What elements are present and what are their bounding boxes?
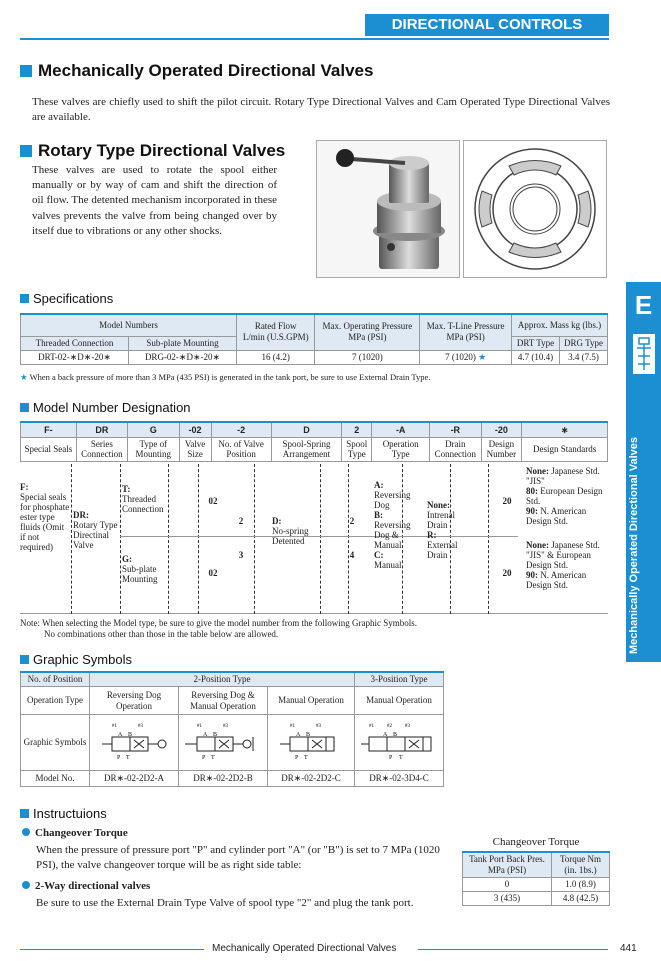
th-torque: Torque Nm (in. 1bs.) — [552, 852, 610, 878]
svg-text:#3: #3 — [405, 724, 410, 729]
desc-series: DR: Rotary Type Directinal Valve — [73, 510, 118, 550]
svg-text:B: B — [213, 732, 218, 738]
svg-text:T: T — [399, 755, 403, 761]
th-max-tline: Max. T-Line Pressure MPa (PSI) — [420, 314, 512, 350]
symbol-c — [268, 715, 355, 771]
lbl-mounting: Type of Mounting — [128, 437, 179, 461]
cell-threaded: DRT-02-∗D∗-20∗ — [21, 350, 129, 364]
pos-2: 2 — [238, 516, 244, 526]
page-number: 441 — [620, 943, 637, 954]
cell-max-op: 7 (1020) — [315, 350, 420, 364]
side-tab-label: Mechanically Operated Directional Valves — [628, 436, 640, 654]
lbl-drain: Drain Connection — [430, 437, 481, 461]
code-g: G — [128, 422, 179, 437]
cell-drg: 3.4 (7.5) — [560, 350, 608, 364]
svg-text:P: P — [389, 755, 393, 761]
th-drg: DRG Type — [560, 336, 608, 350]
symbol-d — [355, 715, 444, 771]
code-spool: 2 — [342, 422, 372, 437]
svg-text:#3: #3 — [138, 724, 143, 729]
desc-subplate: G: Sub-plate Mounting — [122, 554, 158, 584]
footer-rule-right — [418, 949, 608, 950]
svg-text:B: B — [393, 732, 398, 738]
cell-flow: 16 (4.2) — [237, 350, 315, 364]
cell-pres-1: 3 (435) — [463, 892, 552, 906]
lbl-spool-spring: Spool-Spring Arrangement — [271, 437, 342, 461]
specs-heading: Specifications — [20, 291, 113, 306]
design-threaded: 20 — [502, 496, 512, 506]
svg-text:P: P — [117, 755, 121, 761]
symbol-a — [90, 715, 179, 771]
code-std: ∗ — [522, 422, 608, 437]
desc-operation: A: Reversing Dog B: Reversing Dog & Manual C: Manual — [374, 480, 411, 570]
desc-spool-spring: D: No-spring Detented — [272, 516, 309, 546]
svg-text:A: A — [383, 732, 388, 738]
svg-text:#1: #1 — [197, 724, 202, 729]
th-mass: Approx. Mass kg (lbs.) — [512, 314, 608, 336]
torque-text: When the pressure of pressure port "P" and cylinder port "A" (or "B") is set to 7 MPa (1020 PSI), the valve changeover torque will be as right side table: — [36, 844, 440, 871]
rotary-paragraph: These valves are used to rotate the spool either manually or by way of cam and shift the direction of oil flow. The detented mechanism incorporated in these valves prevents the valve from being changed over by itself due to vibrations or any other shocks. — [32, 164, 277, 237]
th-max-operating: Max. Operating Pressure MPa (PSI) — [315, 314, 420, 350]
intro-paragraph: These valves are chiefly used to shift the pilot circuit. Rotary Type Directional Valves and Cam Operated Type Directional Valves are available. — [32, 96, 610, 123]
lbl-spool-type: Spool Type — [342, 437, 372, 461]
op-manual-3pos: Manual Operation — [355, 687, 444, 715]
svg-text:#2: #2 — [387, 724, 392, 729]
cell-torque-1: 4.8 (42.5) — [552, 892, 610, 906]
bullet-icon — [22, 881, 30, 889]
banner-rule — [20, 38, 609, 40]
cell-max-tline: 7 (1020) ★ — [420, 350, 512, 364]
svg-text:B: B — [306, 732, 311, 738]
torque-table-title: Changeover Torque — [492, 836, 580, 848]
svg-text:#1: #1 — [290, 724, 295, 729]
designation-body — [20, 464, 608, 614]
lbl-design-std: Design Standards — [522, 437, 608, 461]
lbl-model-no: Model No. — [21, 771, 90, 787]
lbl-series: Series Connection — [76, 437, 127, 461]
th-back-pres: Tank Port Back Pres. MPa (PSI) — [463, 852, 552, 878]
heading-marker — [20, 403, 29, 412]
svg-text:T: T — [304, 755, 308, 761]
svg-text:T: T — [126, 755, 130, 761]
lbl-operation: Operation Type — [372, 437, 430, 461]
op-reversing-dog-manual: Reversing Dog & Manual Operation — [179, 687, 268, 715]
svg-text:A: A — [118, 732, 123, 738]
size-subplate: 02 — [208, 568, 218, 578]
th-three-position: 3-Position Type — [355, 672, 444, 687]
cell-pres-0: 0 — [463, 878, 552, 892]
graphic-heading: Graphic Symbols — [20, 652, 132, 667]
heading-marker — [20, 655, 29, 664]
design-subplate: 20 — [502, 568, 512, 578]
op-manual-2pos: Manual Operation — [268, 687, 355, 715]
desc-drain: None: Intrenal Drain R: External Drain — [427, 500, 458, 560]
code-02: -02 — [179, 422, 211, 437]
footer-title: Mechanically Operated Directional Valves — [212, 943, 397, 954]
cell-subplate: DRG-02-∗D∗-20∗ — [129, 350, 237, 364]
designation-table — [20, 421, 608, 462]
heading-marker — [20, 809, 29, 818]
spool-2: 2 — [349, 516, 355, 526]
lbl-design-no: Design Number — [481, 437, 522, 461]
code-dr: DR — [76, 422, 127, 437]
pos-3: 3 — [238, 550, 244, 560]
size-threaded: 02 — [208, 496, 218, 506]
svg-text:#1: #1 — [112, 724, 117, 729]
designation-note: Note: When selecting the Model type, be sure to give the model number from the following Graphic Symbols. No combinations other than those in the table below are allowed. — [20, 618, 417, 639]
rotary-heading: Rotary Type Directional Valves — [20, 141, 285, 161]
footer-rule-left — [20, 949, 204, 950]
code-20: -20 — [481, 422, 522, 437]
model-c: DR∗-02-2D2-C — [268, 771, 355, 787]
desc-std-subplate: None: Japanese Std. "JIS" & European Design Std. 90: N. American Design Std. — [526, 540, 600, 590]
side-tab[interactable] — [626, 282, 661, 662]
svg-text:A: A — [296, 732, 301, 738]
th-two-position: 2-Position Type — [90, 672, 355, 687]
desc-std-threaded: None: Japanese Std. "JIS" 80: European Design Std. 90: N. American Design Std. — [526, 466, 603, 526]
spool-4: 4 — [349, 550, 355, 560]
desc-threaded: T: Threaded Connection — [122, 484, 164, 514]
svg-text:#3: #3 — [316, 724, 321, 729]
lbl-special-seals: Special Seals — [21, 437, 77, 461]
model-d: DR∗-02-3D4-C — [355, 771, 444, 787]
torque-table — [462, 851, 610, 906]
cell-torque-0: 1.0 (8.9) — [552, 878, 610, 892]
heading-marker — [20, 145, 32, 157]
svg-text:B: B — [128, 732, 133, 738]
svg-text:P: P — [295, 755, 299, 761]
lbl-operation-type: Operation Type — [21, 687, 90, 715]
code-a: -A — [372, 422, 430, 437]
th-model-numbers: Model Numbers — [21, 314, 237, 336]
svg-text:A: A — [203, 732, 208, 738]
code-2: -2 — [211, 422, 271, 437]
instructions-heading: Instructuions — [20, 806, 107, 821]
specs-note: ★ When a back pressure of more than 3 MPa (435 PSI) is generated in the tank port, be sure to use External Drain Type. — [20, 372, 431, 382]
th-threaded: Threaded Connection — [21, 336, 129, 350]
model-a: DR∗-02-2D2-A — [90, 771, 179, 787]
th-subplate: Sub-plate Mounting — [129, 336, 237, 350]
side-tab-logo — [633, 334, 655, 374]
code-d: D — [271, 422, 342, 437]
star-marker: ★ — [20, 372, 28, 382]
cam-diagram — [463, 140, 607, 278]
graphic-symbols-table — [20, 671, 444, 787]
desc-special-seals: F: Special seals for phosphate ester type fluids (Omit if not required) — [20, 482, 70, 552]
main-heading: Mechanically Operated Directional Valves — [20, 61, 373, 81]
code-f: F- — [21, 422, 77, 437]
svg-text:#1: #1 — [369, 724, 374, 729]
svg-text:T: T — [211, 755, 215, 761]
cell-drt: 4.7 (10.4) — [512, 350, 560, 364]
valve-photo — [316, 140, 460, 278]
th-no-of-position: No. of Position — [21, 672, 90, 687]
th-rated-flow: Rated Flow L/min (U.S.GPM) — [237, 314, 315, 350]
side-tab-letter: E — [634, 290, 653, 320]
symbol-b — [179, 715, 268, 771]
twoway-subheading: 2-Way directional valves — [22, 880, 150, 892]
svg-text:P: P — [202, 755, 206, 761]
code-r: -R — [430, 422, 481, 437]
svg-text:#3: #3 — [223, 724, 228, 729]
designation-heading: Model Number Designation — [20, 400, 191, 415]
section-banner: DIRECTIONAL CONTROLS — [365, 14, 609, 36]
star-marker: ★ — [478, 351, 487, 362]
torque-subheading: Changeover Torque — [22, 827, 128, 839]
heading-marker — [20, 294, 29, 303]
specifications-table — [20, 313, 608, 365]
th-drt: DRT Type — [512, 336, 560, 350]
bullet-icon — [22, 828, 30, 836]
lbl-size: Valve Size — [179, 437, 211, 461]
model-b: DR∗-02-2D2-B — [179, 771, 268, 787]
op-reversing-dog: Reversing Dog Operation — [90, 687, 179, 715]
lbl-graphic-symbols: Graphic Symbols — [21, 715, 90, 771]
heading-marker — [20, 65, 32, 77]
twoway-text: Be sure to use the External Drain Type Valve of spool type "2" and plug the tank port. — [36, 897, 414, 909]
lbl-position: No. of Valve Position — [211, 437, 271, 461]
